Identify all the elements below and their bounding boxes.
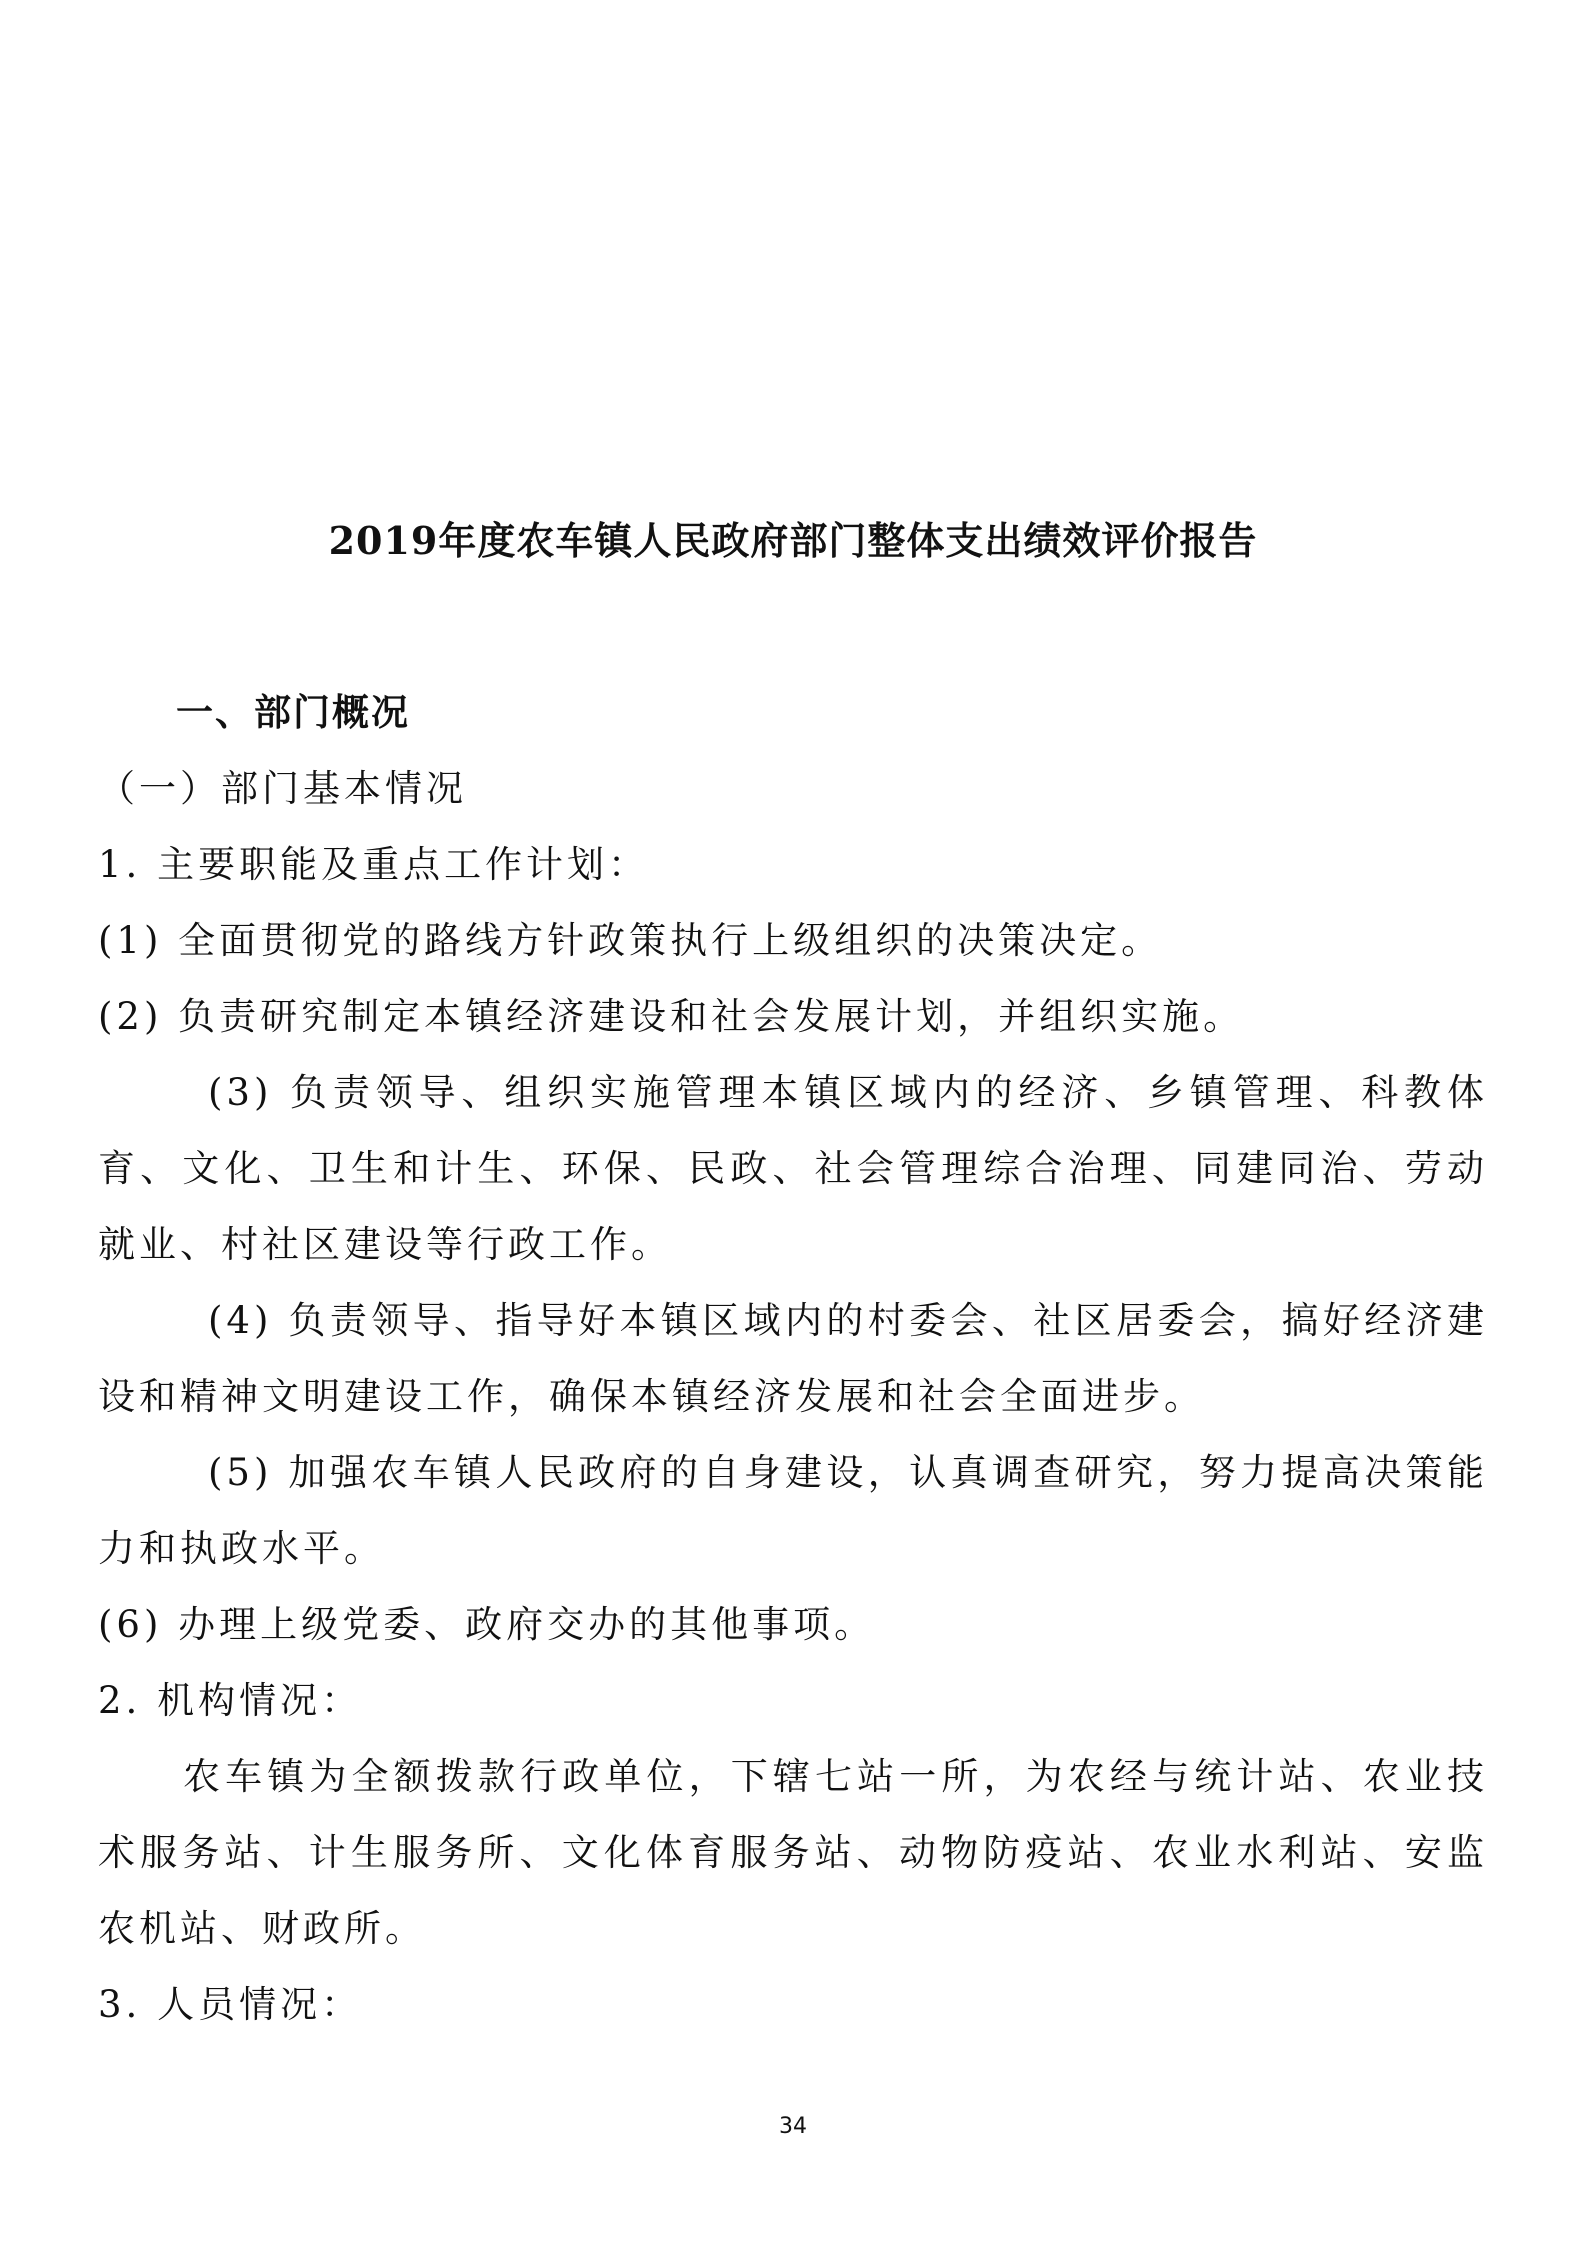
item-heading-functions: 1. 主要职能及重点工作计划： — [98, 843, 650, 886]
function-item-5: (5) 加强农车镇人民政府的自身建设，认真调查研究，努力提高决策能力和执政水平。 — [98, 1451, 1488, 1570]
page-number: 34 — [779, 2114, 807, 2139]
institution-paragraph: 农车镇为全额拨款行政单位，下辖七站一所，为农经与统计站、农业技术服务站、计生服务所、文化体育服务站、动物防疫站、农业水利站、安监农机站、财政所。 — [98, 1755, 1488, 1950]
subsection-heading-basic-info: （一）部门基本情况 — [98, 767, 467, 810]
item-heading-personnel: 3. 人员情况： — [98, 1983, 363, 2026]
function-item-6: (6) 办理上级党委、政府交办的其他事项。 — [98, 1603, 876, 1646]
document-title: 2019年度农车镇人民政府部门整体支出绩效评价报告 — [328, 518, 1258, 563]
document-body — [98, 675, 1488, 2043]
function-item-4: (4) 负责领导、指导好本镇区域内的村委会、社区居委会，搞好经济建设和精神文明建设工作，确保本镇经济发展和社会全面进步。 — [98, 1299, 1488, 1418]
section-heading-overview: 一、部门概况 — [176, 691, 410, 734]
function-item-3: (3) 负责领导、组织实施管理本镇区域内的经济、乡镇管理、科教体育、文化、卫生和计生、环保、民政、社会管理综合治理、同建同治、劳动就业、村社区建设等行政工作。 — [98, 1071, 1488, 1266]
item-heading-institution: 2. 机构情况： — [98, 1679, 363, 1722]
function-item-2: (2) 负责研究制定本镇经济建设和社会发展计划，并组织实施。 — [98, 995, 1245, 1038]
function-item-1: (1) 全面贯彻党的路线方针政策执行上级组织的决策决定。 — [98, 919, 1163, 962]
